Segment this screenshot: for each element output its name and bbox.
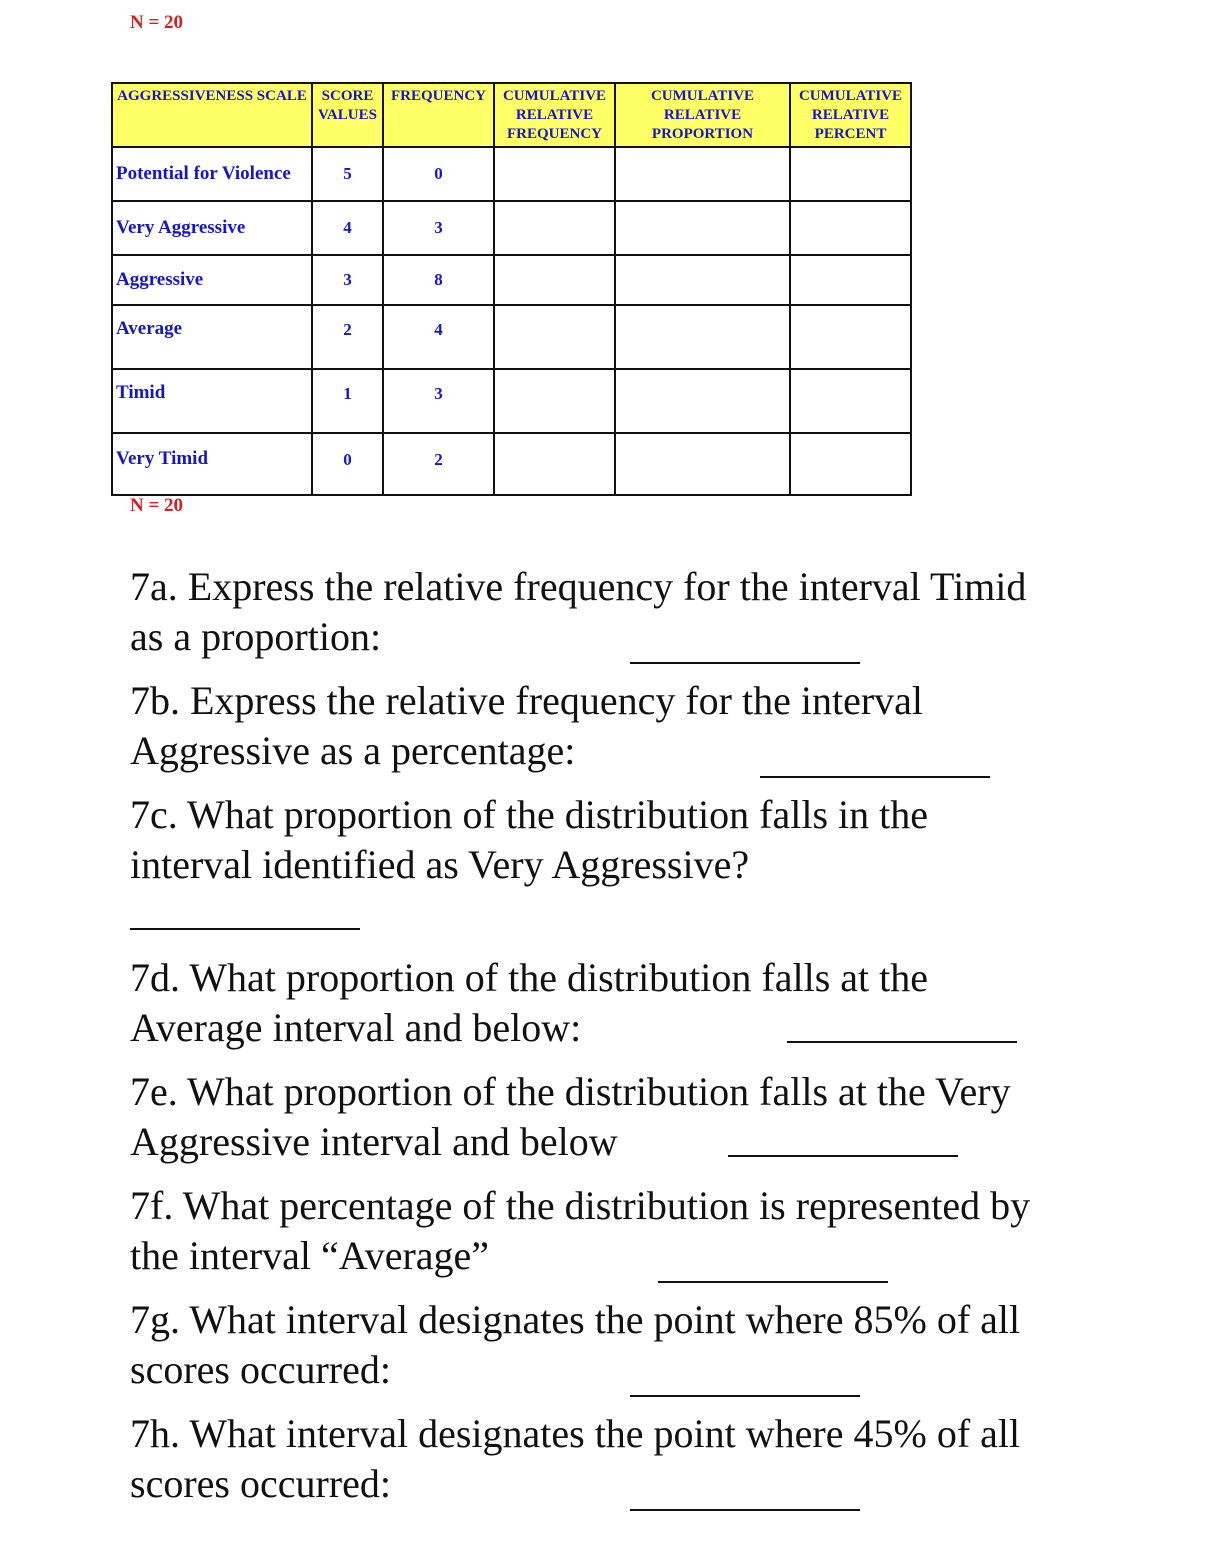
scale-cell: Aggressive <box>112 255 312 305</box>
header-cumulative-relative-frequency: CUMULATIVE RELATIVE FREQUENCY <box>494 83 615 147</box>
score-cell: 0 <box>312 433 383 495</box>
table-header-row <box>112 83 911 147</box>
question-7f <box>130 1181 1130 1295</box>
header-score-values: SCORE VALUES <box>312 83 383 147</box>
question-7h-line1: 7h. What interval designates the point where 45% of all <box>130 1411 1021 1456</box>
frequency-cell: 2 <box>383 433 494 495</box>
table-row <box>112 369 911 433</box>
cumulative-percent-cell[interactable] <box>790 255 911 305</box>
question-7g-line2: scores occurred: <box>130 1347 391 1392</box>
cumulative-proportion-cell[interactable] <box>615 201 790 255</box>
question-7h-line2: scores occurred: <box>130 1461 391 1506</box>
cumulative-proportion-cell[interactable] <box>615 433 790 495</box>
cumulative-percent-cell[interactable] <box>790 147 911 201</box>
score-cell: 2 <box>312 305 383 369</box>
answer-blank-7f[interactable] <box>658 1281 888 1283</box>
question-7c-line1: 7c. What proportion of the distribution falls in the <box>130 792 929 837</box>
answer-blank-7b[interactable] <box>760 776 990 778</box>
question-7b-line1: 7b. Express the relative frequency for the interval <box>130 678 924 723</box>
question-7g-line1: 7g. What interval designates the point where 85% of all <box>130 1297 1021 1342</box>
answer-blank-7c[interactable] <box>130 928 360 930</box>
n-total-bottom: N = 20 <box>130 495 184 516</box>
question-7b-line2: Aggressive as a percentage: <box>130 728 576 773</box>
cumulative-frequency-cell[interactable] <box>494 201 615 255</box>
frequency-table <box>111 82 912 496</box>
cumulative-proportion-cell[interactable] <box>615 147 790 201</box>
frequency-cell: 3 <box>383 201 494 255</box>
scale-cell: Very Aggressive <box>112 201 312 255</box>
table-row <box>112 305 911 369</box>
question-7a-line2: as a proportion: <box>130 614 382 659</box>
question-7c <box>130 790 1130 953</box>
question-7b <box>130 676 1130 790</box>
score-cell: 5 <box>312 147 383 201</box>
question-7e <box>130 1067 1130 1181</box>
cumulative-proportion-cell[interactable] <box>615 255 790 305</box>
question-7h <box>130 1409 1130 1523</box>
table-row <box>112 201 911 255</box>
scale-cell: Average <box>112 305 312 369</box>
header-aggressiveness-scale: AGGRESSIVENESS SCALE <box>112 83 312 147</box>
cumulative-percent-cell[interactable] <box>790 433 911 495</box>
cumulative-proportion-cell[interactable] <box>615 369 790 433</box>
question-7g <box>130 1295 1130 1409</box>
question-7d-line1: 7d. What proportion of the distribution falls at the <box>130 955 929 1000</box>
scale-cell: Very Timid <box>112 433 312 495</box>
question-7e-line2: Aggressive interval and below <box>130 1119 618 1164</box>
cumulative-frequency-cell[interactable] <box>494 433 615 495</box>
cumulative-proportion-cell[interactable] <box>615 305 790 369</box>
header-cumulative-relative-proportion: CUMULATIVE RELATIVE PROPORTION <box>615 83 790 147</box>
answer-blank-7g[interactable] <box>630 1395 860 1397</box>
answer-blank-7a[interactable] <box>630 662 860 664</box>
question-7d-line2: Average interval and below: <box>130 1005 582 1050</box>
cumulative-percent-cell[interactable] <box>790 305 911 369</box>
frequency-cell: 8 <box>383 255 494 305</box>
question-7a <box>130 562 1130 676</box>
score-cell: 3 <box>312 255 383 305</box>
n-total-top: N = 20 <box>130 12 184 33</box>
cumulative-frequency-cell[interactable] <box>494 305 615 369</box>
scale-cell: Timid <box>112 369 312 433</box>
table-row <box>112 147 911 201</box>
question-7d <box>130 953 1130 1067</box>
scale-cell: Potential for Violence <box>112 147 312 201</box>
frequency-cell: 3 <box>383 369 494 433</box>
cumulative-frequency-cell[interactable] <box>494 369 615 433</box>
score-cell: 1 <box>312 369 383 433</box>
cumulative-percent-cell[interactable] <box>790 201 911 255</box>
question-7f-line1: 7f. What percentage of the distribution is represented by <box>130 1183 1031 1228</box>
question-7e-line1: 7e. What proportion of the distribution falls at the Very <box>130 1069 1011 1114</box>
answer-blank-7d[interactable] <box>787 1041 1017 1043</box>
cumulative-frequency-cell[interactable] <box>494 147 615 201</box>
question-7c-line2: interval identified as Very Aggressive? <box>130 842 750 887</box>
header-frequency: FREQUENCY <box>383 83 494 147</box>
frequency-cell: 0 <box>383 147 494 201</box>
cumulative-frequency-cell[interactable] <box>494 255 615 305</box>
answer-blank-7h[interactable] <box>630 1509 860 1511</box>
table-row <box>112 433 911 495</box>
header-cumulative-relative-percent: CUMULATIVE RELATIVE PERCENT <box>790 83 911 147</box>
score-cell: 4 <box>312 201 383 255</box>
answer-blank-7e[interactable] <box>728 1155 958 1157</box>
table-row <box>112 255 911 305</box>
question-7f-line2: the interval “Average” <box>130 1233 490 1278</box>
question-7a-line1: 7a. Express the relative frequency for the interval Timid <box>130 564 1027 609</box>
frequency-cell: 4 <box>383 305 494 369</box>
cumulative-percent-cell[interactable] <box>790 369 911 433</box>
question-list <box>130 562 1130 1523</box>
